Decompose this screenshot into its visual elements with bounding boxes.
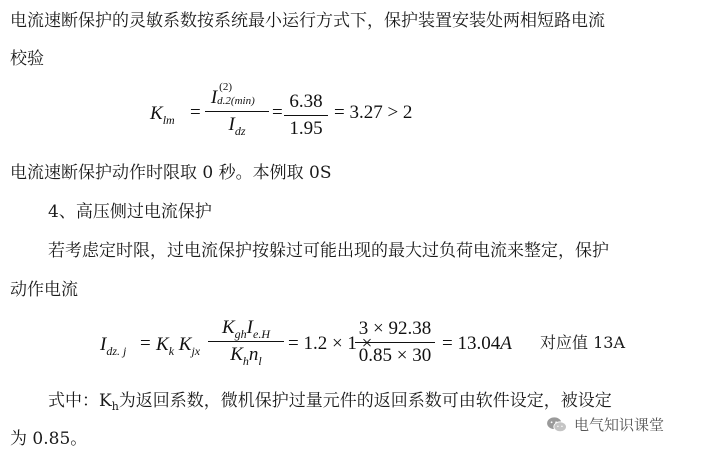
paragraph-line: 为 0.85。 [10,429,88,449]
formula-fraction [205,81,269,138]
equals-sign: = [272,102,283,123]
watermark [546,414,664,435]
paragraph-line: 电流速断保护的灵敏系数按系统最小运行方式下，保护装置安装处两相短路电流 [10,11,605,31]
equals-sign: = [140,333,151,354]
paragraph-line: 若考虑定时限，过电流保护按躲过可能出现的最大过负荷电流来整定，保护 [48,241,609,261]
equals-sign: = [190,102,201,123]
paragraph-line: 校验 [10,49,44,69]
paragraph-line: 式中：$K_h$为返回系数，微机保护过量元件的返回系数可由软件设定，被设定 [48,391,612,413]
fraction-denominator: $K_hn_l$ [230,344,262,368]
section-heading: 4、高压侧过电流保护 [48,202,212,222]
coefficients: $K_k$ $K_{jx}$ [156,334,201,358]
watermark-text: 电气知识课堂 [574,416,665,434]
value-fraction: 6.38 1.95 [284,91,328,140]
formula-note: 对应值 13A [540,333,626,352]
fraction-numerator: $K_{gh}I_{e.H}$ [221,317,270,341]
paragraph-line: 电流速断保护动作时限取 0 秒。本例取 0S [10,163,332,183]
formula-result: = 3.27 > 2 [334,102,413,123]
formula-result: = 13.04A [442,333,512,354]
fraction-denominator: $I_{dz}$ [228,114,246,138]
wechat-icon [546,416,568,434]
formula-lhs: $I_{dz. j}$ [100,334,127,358]
fraction-numerator: I (2) d.2(min) [210,81,255,108]
multiplier-text: = 1.2 × 1 × [288,333,373,354]
formula-lhs: $K_{lm}$ [150,103,175,127]
formula-fraction [208,317,284,366]
value-fraction: 3 × 92.38 0.85 × 30 [355,318,435,367]
paragraph-line: 动作电流 [10,280,78,300]
